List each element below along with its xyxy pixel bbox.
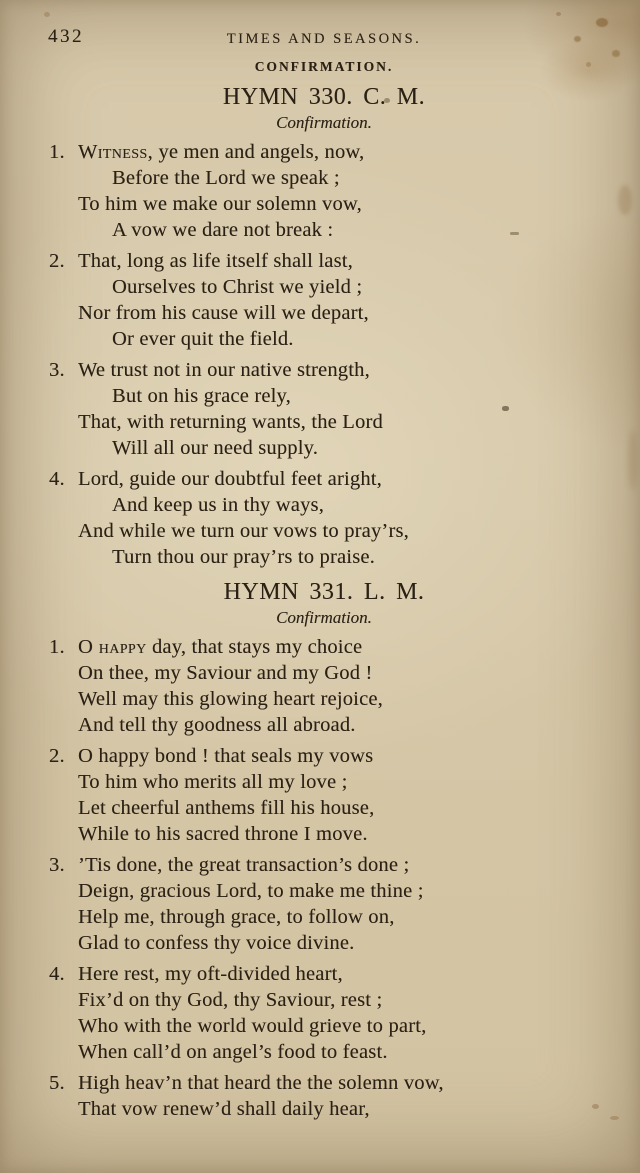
verse-number: 3. <box>49 854 65 876</box>
verse <box>46 852 602 956</box>
smallcaps-lead: Witness, <box>78 141 154 163</box>
paper-stain <box>628 430 638 490</box>
page-header <box>46 26 602 52</box>
verse-line: Or ever quit the field. <box>112 328 294 350</box>
paper-stain <box>612 50 620 57</box>
verse <box>46 248 602 352</box>
verse-line: That, long as life itself shall last, <box>78 250 353 272</box>
hymn-title: HYMN 330. C. M. <box>222 84 426 110</box>
verse-line: When call’d on angel’s food to feast. <box>78 1041 388 1063</box>
hymns <box>46 84 602 1122</box>
verse-line: We trust not in our native strength, <box>78 359 370 381</box>
verse-line: On thee, my Saviour and my God ! <box>78 662 373 684</box>
verse-line: Who with the world would grieve to part, <box>78 1015 427 1037</box>
verse-line: Glad to confess thy voice divine. <box>78 932 355 954</box>
paper-stain <box>610 1116 619 1120</box>
verse <box>46 961 602 1065</box>
verse-line: And tell thy goodness all abroad. <box>78 714 356 736</box>
verse-number: 3. <box>49 359 65 381</box>
hymn <box>46 84 602 570</box>
hymn-title: HYMN 331. L. M. <box>223 579 425 605</box>
page-number: 432 <box>48 26 84 47</box>
verse <box>46 634 602 738</box>
verse-line: And keep us in thy ways, <box>112 494 325 516</box>
verse-line: Ourselves to Christ we yield ; <box>112 276 363 298</box>
verse-line: And while we turn our vows to pray’rs, <box>78 520 409 542</box>
paper-stain <box>618 185 632 215</box>
verse-line: While to his sacred throne I move. <box>78 823 368 845</box>
verse-line: Before the Lord we speak ; <box>112 167 340 189</box>
verse <box>46 466 602 570</box>
section-heading: CONFIRMATION. <box>254 59 394 74</box>
verse-line: Lord, guide our doubtful feet aright, <box>78 468 382 490</box>
verse-number: 4. <box>49 468 65 490</box>
verse-number: 2. <box>49 250 65 272</box>
verse-number: 4. <box>49 963 65 985</box>
hymn <box>46 579 602 1122</box>
verse-line: Let cheerful anthems fill his house, <box>78 797 375 819</box>
verse-line: That, with returning wants, the Lord <box>78 411 383 433</box>
paper-stain <box>556 12 561 16</box>
verse-line: That vow renew’d shall daily hear, <box>78 1098 370 1120</box>
paper-stain <box>44 12 50 17</box>
verse-line: Deign, gracious Lord, to make me thine ; <box>78 880 424 902</box>
verse-line: Here rest, my oft-divided heart, <box>78 963 343 985</box>
verse-number: 1. <box>49 636 65 658</box>
verse-line: A vow we dare not break : <box>112 219 334 241</box>
smallcaps-lead: O happy <box>78 636 147 658</box>
hymn-subtitle: Confirmation. <box>276 113 372 132</box>
verse-line: Fix’d on thy God, thy Saviour, rest ; <box>78 989 383 1011</box>
hymn-subtitle: Confirmation. <box>276 608 372 627</box>
verse-line: ’Tis done, the great transaction’s done ; <box>78 854 410 876</box>
verse-line: Nor from his cause will we depart, <box>78 302 369 324</box>
verse-line: O happy day, that stays my choice <box>78 636 363 658</box>
verse-line: To him we make our solemn vow, <box>78 193 362 215</box>
verse-line: Well may this glowing heart rejoice, <box>78 688 383 710</box>
verse-line: High heav’n that heard the the solemn vow, <box>78 1072 444 1094</box>
verse-line: O happy bond ! that seals my vows <box>78 745 374 767</box>
verse-line: But on his grace rely, <box>112 385 291 407</box>
verse <box>46 1070 602 1122</box>
verse <box>46 743 602 847</box>
verse-number: 2. <box>49 745 65 767</box>
verse <box>46 357 602 461</box>
verse <box>46 139 602 243</box>
running-header: TIMES AND SEASONS. <box>226 31 422 47</box>
verse-number: 1. <box>49 141 65 163</box>
verse-line: Help me, through grace, to follow on, <box>78 906 395 928</box>
verse-line: Witness, ye men and angels, now, <box>78 141 365 163</box>
verse-line: Will all our need supply. <box>112 437 319 459</box>
verse-number: 5. <box>49 1072 65 1094</box>
verse-line: Turn thou our pray’rs to praise. <box>112 546 376 568</box>
verse-line: To him who merits all my love ; <box>78 771 348 793</box>
